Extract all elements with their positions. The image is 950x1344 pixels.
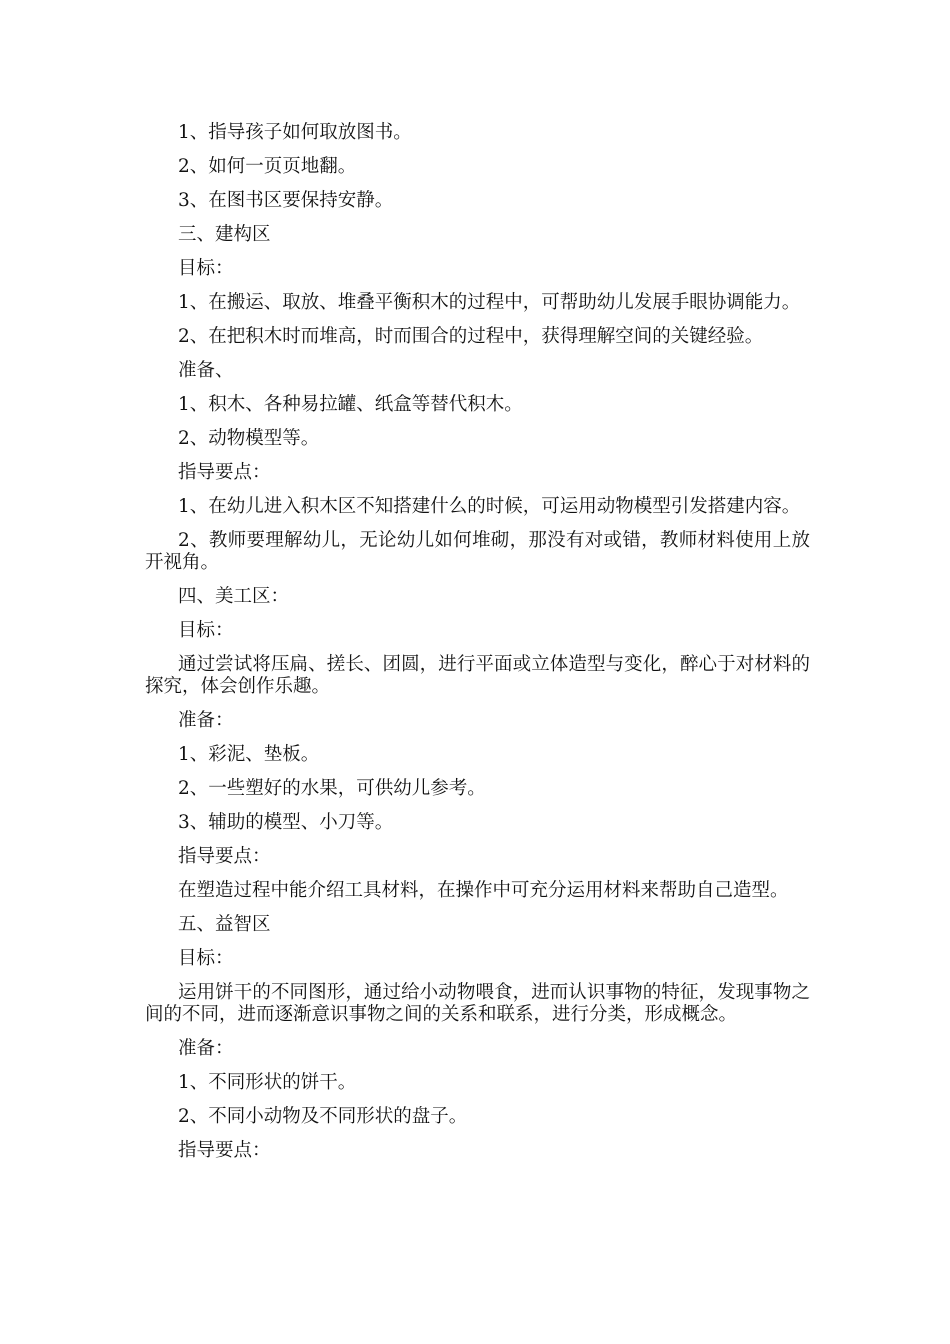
paragraph: 2、不同小动物及不同形状的盘子。 [178, 1106, 468, 1127]
paragraph: 1、指导孩子如何取放图书。 [178, 122, 412, 143]
paragraph: 1、积木、各种易拉罐、纸盒等替代积木。 [178, 394, 523, 415]
subheading: 准备： [178, 710, 234, 731]
subheading: 目标： [178, 620, 234, 641]
paragraph: 3、在图书区要保持安静。 [178, 190, 394, 211]
subheading: 指导要点： [178, 462, 271, 483]
subheading: 准备： [178, 1038, 234, 1059]
paragraph: 1、在搬运、取放、堆叠平衡积木的过程中，可帮助幼儿发展手眼协调能力。 [178, 292, 801, 313]
paragraph: 2、一些塑好的水果，可供幼儿参考。 [178, 778, 486, 799]
paragraph: 通过尝试将压扁、搓长、团圆，进行平面或立体造型与变化，醉心于对材料的探究，体会创作乐趣。 [145, 654, 810, 697]
paragraph: 2、如何一页页地翻。 [178, 156, 357, 177]
paragraph: 运用饼干的不同图形，通过给小动物喂食，进而认识事物的特征，发现事物之间的不同，进而逐渐意识事物之间的关系和联系，进行分类，形成概念。 [145, 982, 810, 1025]
paragraph: 3、辅助的模型、小刀等。 [178, 812, 394, 833]
paragraph: 2、动物模型等。 [178, 428, 320, 449]
section-heading: 三、建构区 [178, 224, 271, 245]
section-heading: 五、益智区 [178, 914, 271, 935]
paragraph: 1、在幼儿进入积木区不知搭建什么的时候，可运用动物模型引发搭建内容。 [178, 496, 801, 517]
paragraph: 2、教师要理解幼儿，无论幼儿如何堆砌，那没有对或错，教师材料使用上放开视角。 [145, 530, 810, 573]
subheading: 指导要点： [178, 846, 271, 867]
paragraph: 1、不同形状的饼干。 [178, 1072, 357, 1093]
paragraph: 1、彩泥、垫板。 [178, 744, 320, 765]
paragraph: 2、在把积木时而堆高，时而围合的过程中，获得理解空间的关键经验。 [178, 326, 764, 347]
subheading: 目标： [178, 948, 234, 969]
section-heading: 四、美工区： [178, 586, 290, 607]
document-body [145, 122, 810, 1174]
subheading: 指导要点： [178, 1140, 271, 1161]
subheading: 目标： [178, 258, 234, 279]
subheading: 准备、 [178, 360, 234, 381]
paragraph: 在塑造过程中能介绍工具材料，在操作中可充分运用材料来帮助自己造型。 [178, 880, 789, 901]
